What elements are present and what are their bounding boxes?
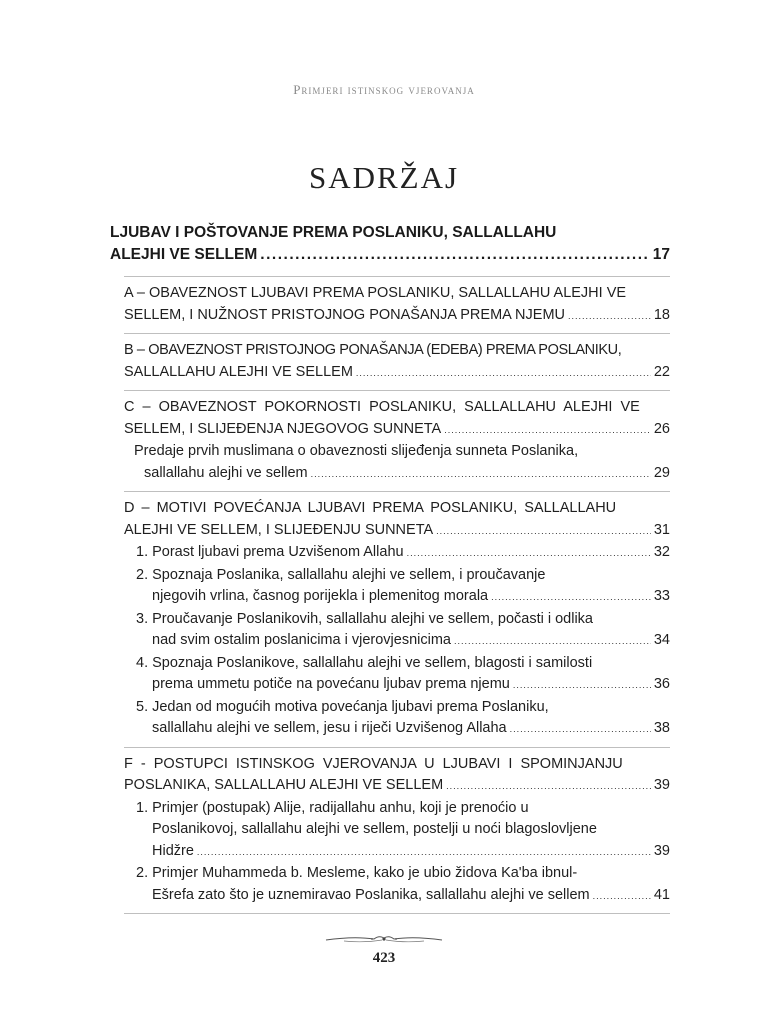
leader-dots <box>513 675 651 697</box>
toc-subentry-d3[interactable] <box>124 609 670 653</box>
toc-subentry-f1[interactable] <box>124 798 670 864</box>
toc-section-f[interactable] <box>124 748 670 915</box>
section-d-page: 31 <box>653 521 670 538</box>
section-b-line2: SALLALLAHU ALEJHI VE SELLEM <box>124 363 353 380</box>
leader-dots <box>407 543 651 565</box>
d-item4-page: 36 <box>653 676 670 692</box>
toc-section-c[interactable] <box>124 391 670 492</box>
section-d-line1: D – MOTIVI POVEĆANJA LJUBAVI PREMA POSLANIKU, SALLALLAHU <box>124 500 617 516</box>
leader-dots <box>491 587 651 609</box>
d-item2-line1: 2. Spoznaja Poslanika, sallallahu alejhi ve sellem, i proučavanje <box>136 566 546 583</box>
section-b-page: 22 <box>653 363 670 380</box>
section-c-line1: C – OBAVEZNOST POKORNOSTI POSLANIKU, SALLALLAHU ALEJHI VE <box>124 399 640 415</box>
section-f-line2: POSLANIKA, SALLALLAHU ALEJHI VE SELLEM <box>124 777 444 793</box>
section-f-line1: F - POSTUPCI ISTINSKOG VJEROVANJA U LJUBAVI I SPOMINJANJU <box>124 755 623 772</box>
f-item1-line3: Hidžre <box>152 842 194 859</box>
chapter-title-line1: LJUBAV I POŠTOVANJE PREMA POSLANIKU, SALLALLAHU <box>110 224 557 241</box>
page-number: 423 <box>372 950 396 966</box>
section-c-note-line2: sallallahu alejhi ve sellem <box>144 464 308 481</box>
toc-subentry-d5[interactable] <box>124 697 670 741</box>
section-a-page: 18 <box>653 306 670 323</box>
f-item2-line2: Ešrefa zato što je uznemiravao Poslanika, sallallahu alejhi ve sellem <box>152 886 590 903</box>
d-item1-page: 32 <box>653 544 670 560</box>
chapter-title-line2: ALEJHI VE SELLEM <box>110 246 258 263</box>
toc-chapter-entry[interactable] <box>110 222 670 266</box>
d-item5-page: 38 <box>653 720 670 736</box>
table-of-contents <box>110 222 670 914</box>
leader-dots <box>356 363 651 385</box>
d-item3-page: 34 <box>653 632 670 648</box>
d-item3-line2: nad svim ostalim poslanicima i vjerovjesnicima <box>152 632 451 648</box>
toc-section-a[interactable] <box>124 276 670 334</box>
toc-subentry-f2[interactable] <box>124 863 670 907</box>
d-item4-line2: prema ummetu potiče na povećanu ljubav prema njemu <box>152 676 510 692</box>
f-item2-line1: 2. Primjer Muhammeda b. Mesleme, kako je ubio židova Ka'ba ibnul- <box>136 865 578 881</box>
section-c-note-page: 29 <box>653 464 670 481</box>
leader-dots <box>568 306 651 328</box>
d-item1-line1: 1. Porast ljubavi prema Uzvišenom Allahu <box>136 544 404 560</box>
leader-dots <box>436 521 651 543</box>
section-a-line1: A – OBAVEZNOST LJUBAVI PREMA POSLANIKU, SALLALLAHU ALEJHI VE <box>124 285 627 301</box>
f-item1-line1: 1. Primjer (postupak) Alije, radijallahu anhu, koji je prenoćio u <box>136 799 529 816</box>
section-f-page: 39 <box>653 777 670 793</box>
running-head: Primjeri istinskog vjerovanja <box>293 82 475 97</box>
section-c-page: 26 <box>653 420 670 437</box>
d-item3-line1: 3. Proučavanje Poslanikovih, sallallahu alejhi ve sellem, počasti i odlika <box>136 610 593 627</box>
d-item5-line2: sallallahu alejhi ve sellem, jesu i riječi Uzvišenog Allaha <box>152 720 507 736</box>
leader-dots <box>593 886 651 908</box>
f-item1-page: 39 <box>653 842 670 859</box>
toc-section-d[interactable] <box>124 492 670 748</box>
leader-dots <box>197 842 651 864</box>
toc-subentry-c-note[interactable] <box>144 463 670 486</box>
leader-dots <box>311 464 651 486</box>
section-c-note-line1: Predaje prvih muslimana o obaveznosti slijeđenja sunneta Poslanika, <box>134 443 579 459</box>
leader-dots <box>510 719 651 741</box>
section-b-line1: B – OBAVEZNOST PRISTOJNOG PONAŠANJA (EDEBA) PREMA POSLANIKU, <box>124 342 622 358</box>
toc-subentry-d1[interactable] <box>136 542 670 565</box>
section-d-line2: ALEJHI VE SELLEM, I SLIJEĐENJU SUNNETA <box>124 521 434 538</box>
toc-section-b[interactable] <box>124 334 670 391</box>
f-item2-page: 41 <box>653 886 670 903</box>
toc-subentry-d4[interactable] <box>124 653 670 697</box>
section-c-line2: SELLEM, I SLIJEĐENJA NJEGOVOG SUNNETA <box>124 420 442 437</box>
d-item4-line1: 4. Spoznaja Poslanikove, sallallahu alejhi ve sellem, blagosti i samilosti <box>136 654 593 671</box>
leader-dots <box>454 631 651 653</box>
chapter-page: 17 <box>652 246 670 263</box>
d-item5-line1: 5. Jedan od mogućih motiva povećanja ljubavi prema Poslaniku, <box>136 698 549 715</box>
leader-dots <box>260 244 649 266</box>
section-a-line2: SELLEM, I NUŽNOST PRISTOJNOG PONAŠANJA PREMA NJEMU <box>124 306 565 323</box>
toc-subentry-d2[interactable] <box>124 565 670 609</box>
d-item2-line2: njegovih vrlina, časnog porijekla i plemenitog morala <box>152 588 489 604</box>
d-item2-page: 33 <box>653 588 670 604</box>
leader-dots <box>446 776 651 798</box>
toc-title: SADRŽAJ <box>308 160 460 195</box>
ornament-divider-icon <box>324 932 444 946</box>
leader-dots <box>444 420 651 442</box>
f-item1-line2: Poslanikovoj, sallallahu alejhi ve sellem, postelji u noći blagoslovljene <box>152 821 597 837</box>
